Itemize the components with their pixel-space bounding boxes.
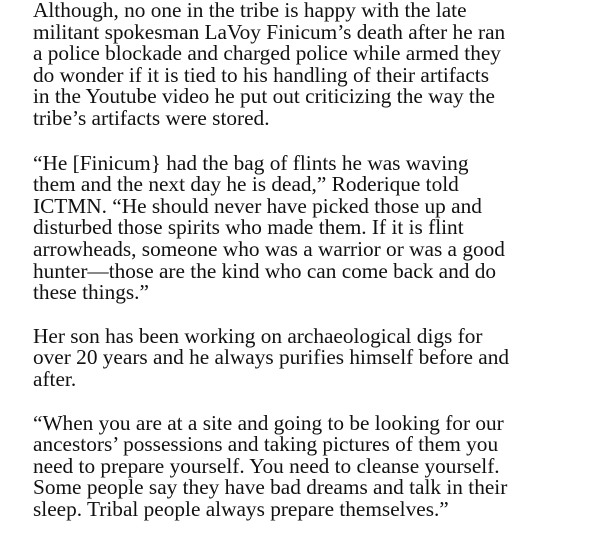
- text-line: do wonder if it is tied to his handling of their artifacts: [33, 62, 490, 87]
- paragraph-roderique-quote: [33, 150, 593, 305]
- paragraph-finicum-death: [33, 0, 593, 130]
- text-line: need to prepare yourself. You need to cleanse yourself.: [33, 453, 500, 478]
- text-line: Her son has been working on archaeological digs for: [33, 323, 483, 348]
- text-line: after.: [33, 366, 77, 391]
- text-line: ICTMN. “He should never have picked those up and: [33, 193, 482, 218]
- text-line: sleep. Tribal people always prepare themselves.”: [33, 496, 449, 521]
- text-line: Some people say they have bad dreams and talk in their: [33, 475, 508, 500]
- text-line: disturbed those spirits who made them. If it is flint: [33, 215, 464, 240]
- text-line: over 20 years and he always purifies himself before and: [33, 345, 510, 370]
- paragraph-prepare-quote: [33, 410, 593, 521]
- text-line: a police blockade and charged police while armed they: [33, 41, 501, 66]
- text-line: militant spokesman LaVoy Finicum’s death after he ran: [33, 19, 506, 44]
- article-body: [33, 0, 593, 520]
- text-line: in the Youtube video he put out criticizing the way the: [33, 84, 495, 109]
- text-line: arrowheads, someone who was a warrior or was a good: [33, 236, 505, 261]
- text-line: them and the next day he is dead,” Roderique told: [33, 172, 459, 197]
- text-line: tribe’s artifacts were stored.: [33, 105, 270, 130]
- text-line: hunter—those are the kind who can come back and do: [33, 258, 497, 283]
- paragraph-son-archaeology: [33, 323, 593, 391]
- text-line: ancestors’ possessions and taking pictures of them you: [33, 432, 499, 457]
- text-line: Although, no one in the tribe is happy with the late: [33, 0, 467, 22]
- text-line: “When you are at a site and going to be looking for our: [33, 410, 504, 435]
- text-line: these things.”: [33, 280, 149, 305]
- text-line: “He [Finicum} had the bag of flints he was waving: [33, 150, 469, 175]
